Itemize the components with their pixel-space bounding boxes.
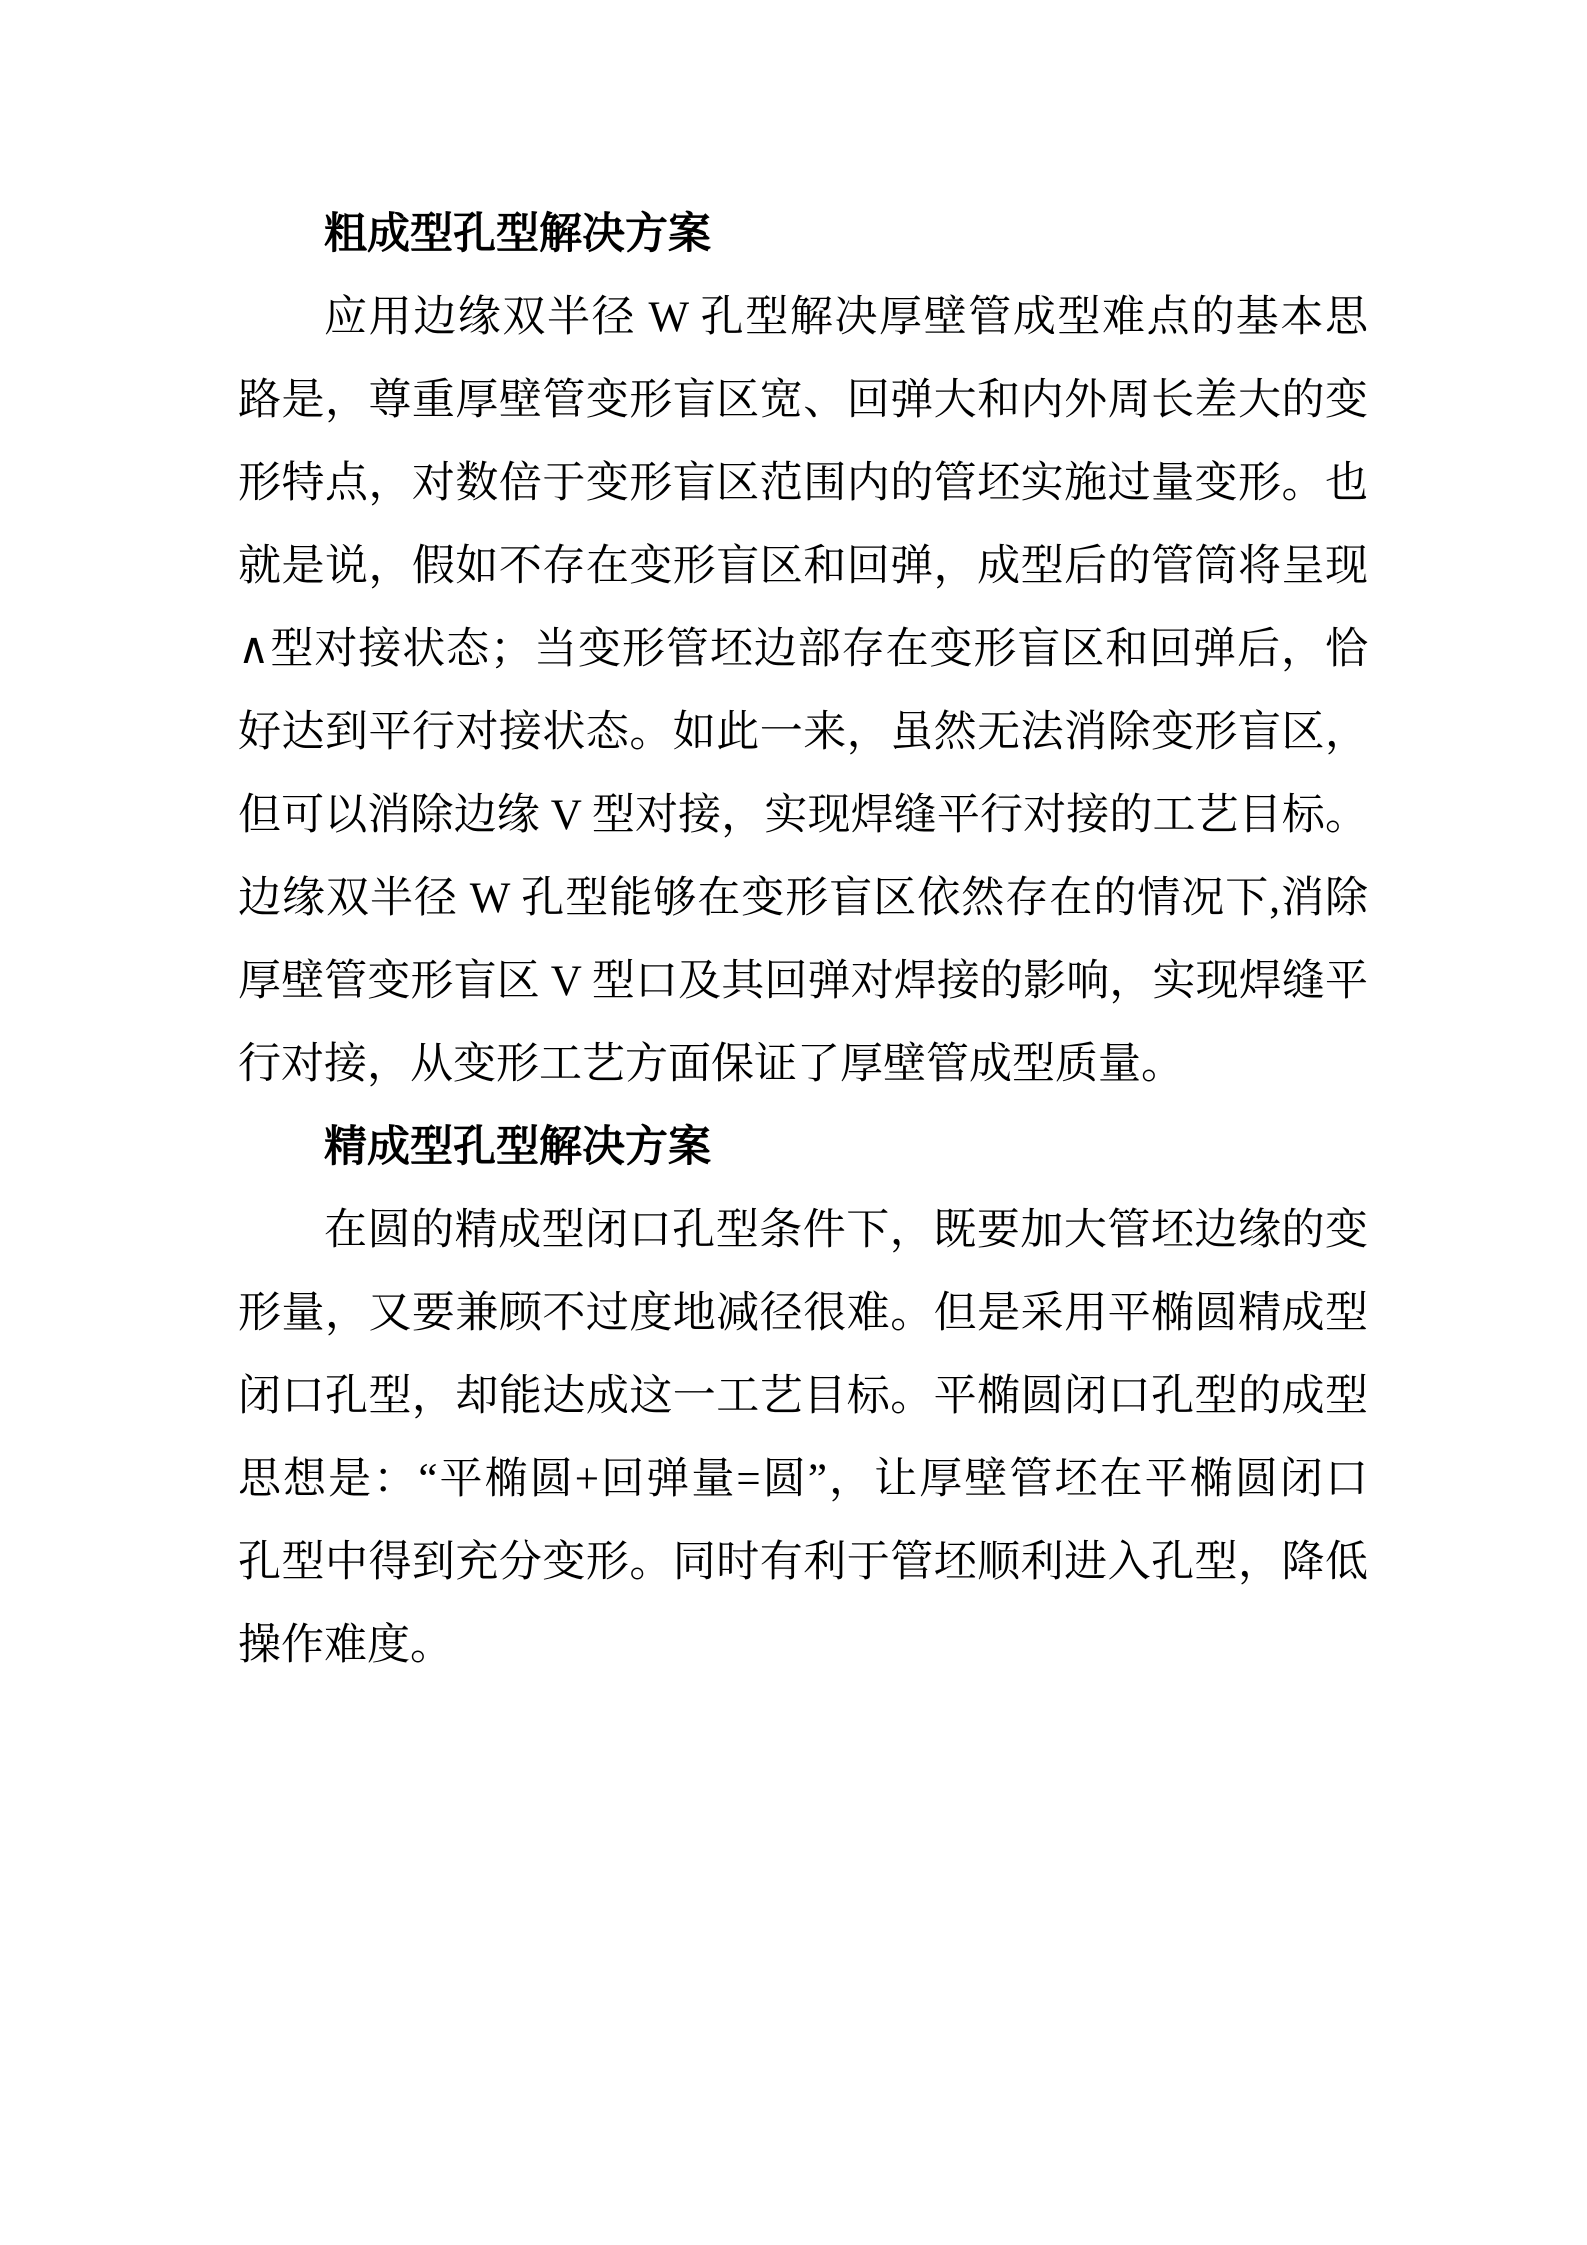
- document-text-block: [238, 193, 1368, 1687]
- text-line: 路是，尊重厚壁管变形盲区宽、回弹大和内外周长差大的变: [238, 377, 1368, 424]
- text-line: 形特点，对数倍于变形盲区范围内的管坯实施过量变形。也: [238, 460, 1368, 507]
- text-line: 在圆的精成型闭口孔型条件下，既要加大管坯边缘的变: [324, 1207, 1368, 1254]
- text-line: 操作难度。: [238, 1622, 453, 1669]
- text-line: 但可以消除边缘 V 型对接，实现焊缝平行对接的工艺目标。: [238, 792, 1368, 839]
- text-line: 思想是：“平椭圆+回弹量=圆”，让厚壁管坯在平椭圆闭口: [238, 1456, 1368, 1503]
- text-line: 行对接，从变形工艺方面保证了厚壁管成型质量。: [238, 1041, 1184, 1088]
- text-line: 边缘双半径 W 孔型能够在变形盲区依然存在的情况下,消除: [238, 875, 1368, 922]
- section-heading-rough-forming: 粗成型孔型解决方案: [324, 211, 711, 258]
- text-line: 形量，又要兼顾不过度地减径很难。但是采用平椭圆精成型: [238, 1290, 1368, 1337]
- text-line: 就是说，假如不存在变形盲区和回弹，成型后的管筒将呈现: [238, 543, 1368, 590]
- text-line: 厚壁管变形盲区 V 型口及其回弹对焊接的影响，实现焊缝平: [238, 958, 1368, 1005]
- text-line: 应用边缘双半径 W 孔型解决厚壁管成型难点的基本思: [324, 294, 1368, 341]
- text-line: 好达到平行对接状态。如此一来，虽然无法消除变形盲区，: [238, 709, 1368, 756]
- text-line: ∧型对接状态；当变形管坯边部存在变形盲区和回弹后，恰: [238, 626, 1368, 673]
- section-heading-fine-forming: 精成型孔型解决方案: [324, 1124, 711, 1171]
- text-line: 孔型中得到充分变形。同时有利于管坯顺利进入孔型，降低: [238, 1539, 1368, 1586]
- text-line: 闭口孔型，却能达成这一工艺目标。平椭圆闭口孔型的成型: [238, 1373, 1368, 1420]
